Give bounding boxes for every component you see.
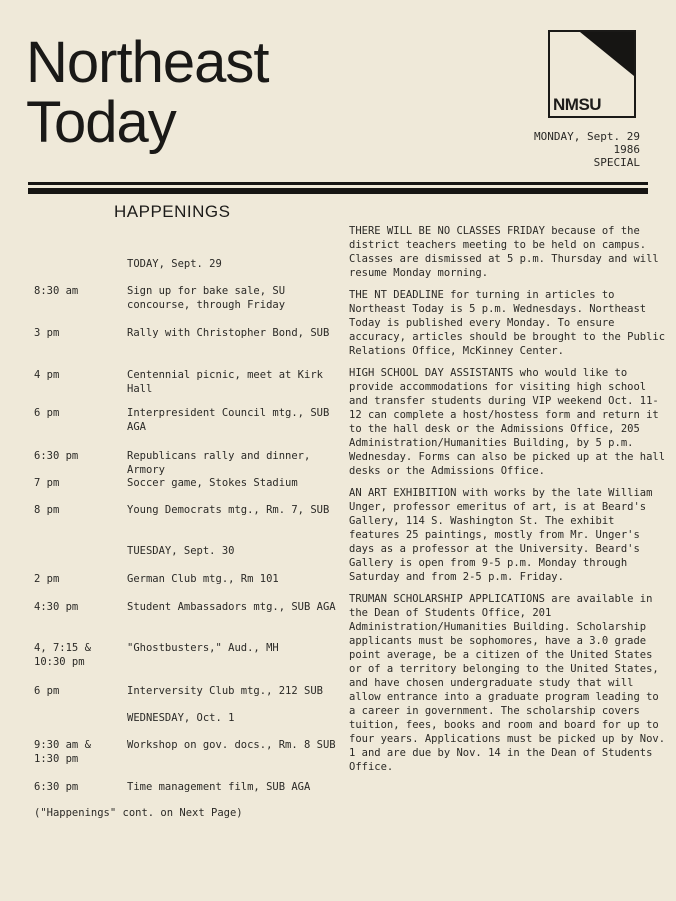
event-description: Soccer game, Stokes Stadium [127, 477, 298, 489]
event-time: 6 pm [34, 407, 60, 419]
event-time: 9:30 am & 1:30 pm [34, 739, 91, 765]
notice-paragraph: THERE WILL BE NO CLASSES FRIDAY because of the district teachers meeting to be held on campus. Classes are dismissed at 5 p.m. Thursday and will resume Monday morning. [349, 225, 659, 279]
event-time: 8:30 am [34, 285, 79, 297]
masthead-rule-thin [28, 182, 648, 185]
event-time: 2 pm [34, 573, 60, 585]
event-description: Student Ambassadors mtg., SUB AGA [127, 601, 336, 613]
event-description: Time management film, SUB AGA [127, 781, 311, 793]
event-description: Centennial picnic, meet at Kirk Hall [127, 369, 323, 395]
event-description: Interpresident Council mtg., SUB AGA [127, 407, 330, 433]
event-description: Workshop on gov. docs., Rm. 8 SUB [127, 739, 336, 751]
event-time: 8 pm [34, 504, 60, 516]
notices-column [349, 224, 669, 782]
event-description: Interversity Club mtg., 212 SUB [127, 685, 323, 697]
event-description: Sign up for bake sale, SU concourse, through Friday [127, 285, 286, 311]
event-description: "Ghostbusters," Aud., MH [127, 642, 279, 654]
day-heading: WEDNESDAY, Oct. 1 [127, 712, 235, 724]
logo-text: NMSU [553, 95, 602, 114]
day-heading: TODAY, Sept. 29 [127, 258, 222, 270]
notice-paragraph: TRUMAN SCHOLARSHIP APPLICATIONS are available in the Dean of Students Office, 201 Administration/Humanities Building. Scholarship applicants must be sophomores, have a 3.0 grade point average, be a citizen of the United States or of a territory belonging to the United States, and have chosen undergraduate study that will allow entrance into a graduate program leading to a career in government. The scholarship covers tuition, fees, books and room and board for up to four years. Applications must be picked up by Nov. 1 and are due by Nov. 14 in the Dean of Students Office. [349, 593, 666, 773]
event-time: 7 pm [34, 477, 60, 489]
masthead-title-line-2: Today [26, 90, 176, 155]
date-year: 1986 [613, 143, 640, 156]
continued-note: ("Happenings" cont. on Next Page) [34, 807, 243, 819]
event-time: 3 pm [34, 327, 60, 339]
event-time: 6:30 pm [34, 781, 79, 793]
section-heading: HAPPENINGS [114, 202, 231, 221]
date-line: MONDAY, Sept. 29 [534, 130, 640, 143]
event-description: Republicans rally and dinner, Armory [127, 450, 311, 476]
event-description: German Club mtg., Rm 101 [127, 573, 279, 585]
event-description: Rally with Christopher Bond, SUB [127, 327, 330, 339]
masthead-rule-thick [28, 188, 648, 194]
day-heading: TUESDAY, Sept. 30 [127, 545, 235, 557]
event-time: 4, 7:15 & 10:30 pm [34, 642, 91, 668]
notice-paragraph: HIGH SCHOOL DAY ASSISTANTS who would like to provide accommodations for visiting high school and transfer students during VIP weekend Oct. 11-12 can complete a host/hostess form and return it to the hall desk or the Admissions Office, 205 Administration/Humanities Building, by 5 p.m. Wednesday. Forms can also be picked up at the hall desks or the Admissions Office. [349, 367, 666, 477]
notice-paragraph: AN ART EXHIBITION with works by the late William Unger, professor emeritus of art, is at Beard's Gallery, 114 S. Washington St. The exhibit features 25 paintings, mostly from Mr. Unger's days as a professor at the University. Beard's Gallery is open from 9-5 p.m. Monday through Saturday and from 2-5 p.m. Friday. [349, 487, 653, 583]
event-time: 4:30 pm [34, 601, 79, 613]
issue-label: SPECIAL [593, 156, 640, 169]
event-time: 4 pm [34, 369, 60, 381]
notice-paragraph: THE NT DEADLINE for turning in articles to Northeast Today is 5 p.m. Wednesdays. Northeast Today is published every Monday. To ensure accuracy, articles should be brought to the Public Relations Office, McKinney Center. [349, 289, 666, 357]
event-description: Young Democrats mtg., Rm. 7, SUB [127, 504, 330, 516]
event-time: 6 pm [34, 685, 60, 697]
masthead-title-line-1: Northeast [26, 30, 269, 95]
event-time: 6:30 pm [34, 450, 79, 462]
